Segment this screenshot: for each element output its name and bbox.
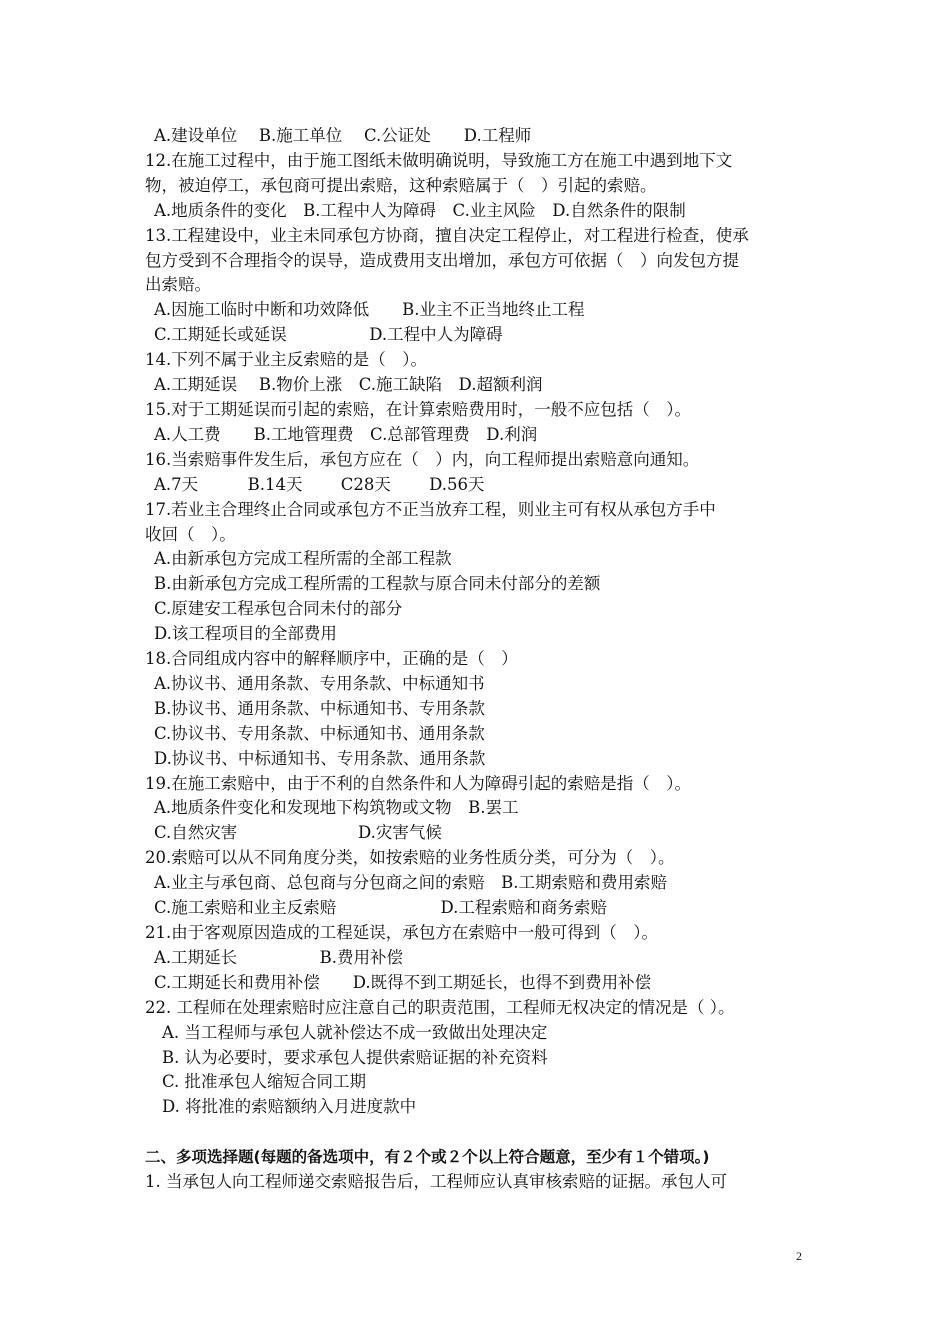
- answer-option: A.工期延长 B.费用补偿: [154, 947, 404, 967]
- section-heading: 二、多项选择题(每题的备选项中，有２个或２个以上符合题意，至少有１个错项。): [145, 1148, 710, 1167]
- answer-option: A.协议书、通用条款、专用条款、中标通知书: [154, 673, 485, 693]
- answer-option: C.工期延长或延误 D.工程中人为障碍: [154, 325, 503, 345]
- question-text: 19.在施工索赔中，由于不利的自然条件和人为障碍引起的索赔是指（ ）。: [145, 773, 691, 793]
- question-text: 物，被迫停工，承包商可提出索赔，这种索赔属于（ ）引起的索赔。: [145, 175, 657, 195]
- question-text: 出索赔。: [145, 275, 211, 295]
- answer-option: C.自然灾害 D.灾害气候: [154, 823, 442, 843]
- question-text: 13.工程建设中，业主未同承包方协商，擅自决定工程停止，对工程进行检查，使承: [145, 225, 749, 245]
- answer-option: A.建设单位 B.施工单位 C.公证处 D.工程师: [154, 126, 532, 145]
- answer-option: B.协议书、通用条款、中标通知书、专用条款: [154, 698, 485, 718]
- answer-option: B. 认为必要时，要求承包人提供索赔证据的补充资料: [162, 1047, 548, 1067]
- answer-option: A.由新承包方完成工程所需的全部工程款: [154, 549, 452, 569]
- question-text: 14.下列不属于业主反索赔的是（ ）。: [145, 350, 427, 370]
- question-text: 21.由于客观原因造成的工程延误，承包方在索赔中一般可得到（ ）。: [145, 923, 658, 942]
- answer-option: A.业主与承包商、总包商与分包商之间的索赔 B.工期索赔和费用索赔: [154, 873, 668, 893]
- answer-option: A.地质条件的变化 B.工程中人为障碍 C.业主风险 D.自然条件的限制: [154, 200, 686, 220]
- answer-option: D.该工程项目的全部费用: [154, 624, 337, 644]
- question-text: 16.当索赔事件发生后，承包方应在（ ）内，向工程师提出索赔意向通知。: [145, 449, 700, 469]
- question-list: [145, 124, 810, 1195]
- answer-option: A.地质条件变化和发现地下构筑物或文物 B.罢工: [154, 798, 519, 818]
- question-text: 1. 当承包人向工程师递交索赔报告后，工程师应认真审核索赔的证据。承包人可: [145, 1172, 727, 1192]
- answer-option: C.工期延长和费用补偿 D.既得不到工期延长，也得不到费用补偿: [154, 972, 652, 992]
- answer-option: A. 当工程师与承包人就补偿达不成一致做出处理决定: [162, 1022, 548, 1042]
- answer-option: C.施工索赔和业主反索赔 D.工程索赔和商务索赔: [154, 898, 607, 918]
- question-text: 22. 工程师在处理索赔时应注意自己的职责范围，工程师无权决定的情况是（ ）。: [145, 997, 735, 1017]
- question-text: 收回（ ）。: [145, 524, 236, 544]
- question-text: 包方受到不合理指令的误导，造成费用支出增加，承包方可依据（ ）向发包方提: [145, 250, 739, 270]
- answer-option: D. 将批准的索赔额纳入月进度款中: [162, 1097, 417, 1117]
- question-text: 12.在施工过程中，由于施工图纸未做明确说明，导致施工方在施工中遇到地下文: [145, 150, 733, 170]
- answer-option: A.人工费 B.工地管理费 C.总部管理费 D.利润: [154, 424, 538, 444]
- answer-option: C.协议书、专用条款、中标通知书、通用条款: [154, 723, 485, 743]
- question-text: 17.若业主合理终止合同或承包方不正当放弃工程，则业主可有权从承包方手中: [145, 499, 716, 519]
- answer-option: D.协议书、中标通知书、专用条款、通用条款: [154, 748, 486, 768]
- question-text: 15.对于工期延误而引起的索赔，在计算索赔费用时，一般不应包括（ ）。: [145, 399, 691, 419]
- answer-option: A.7天 B.14天 C28天 D.56天: [154, 474, 485, 494]
- answer-option: C. 批准承包人缩短合同工期: [162, 1072, 367, 1092]
- question-text: 20.索赔可以从不同角度分类，如按索赔的业务性质分类，可分为（ ）。: [145, 848, 675, 868]
- page-number: 2: [796, 1249, 802, 1263]
- answer-option: A.因施工临时中断和功效降低 B.业主不正当地终止工程: [154, 300, 585, 320]
- answer-option: B.由新承包方完成工程所需的工程款与原合同未付部分的差额: [154, 574, 601, 594]
- answer-option: C.原建安工程承包合同未付的部分: [154, 599, 403, 619]
- question-text: 18.合同组成内容中的解释顺序中，正确的是（ ）: [145, 649, 518, 669]
- blank-line: [145, 1120, 810, 1145]
- answer-option: A.工期延误 B.物价上涨 C.施工缺陷 D.超额利润: [154, 375, 543, 395]
